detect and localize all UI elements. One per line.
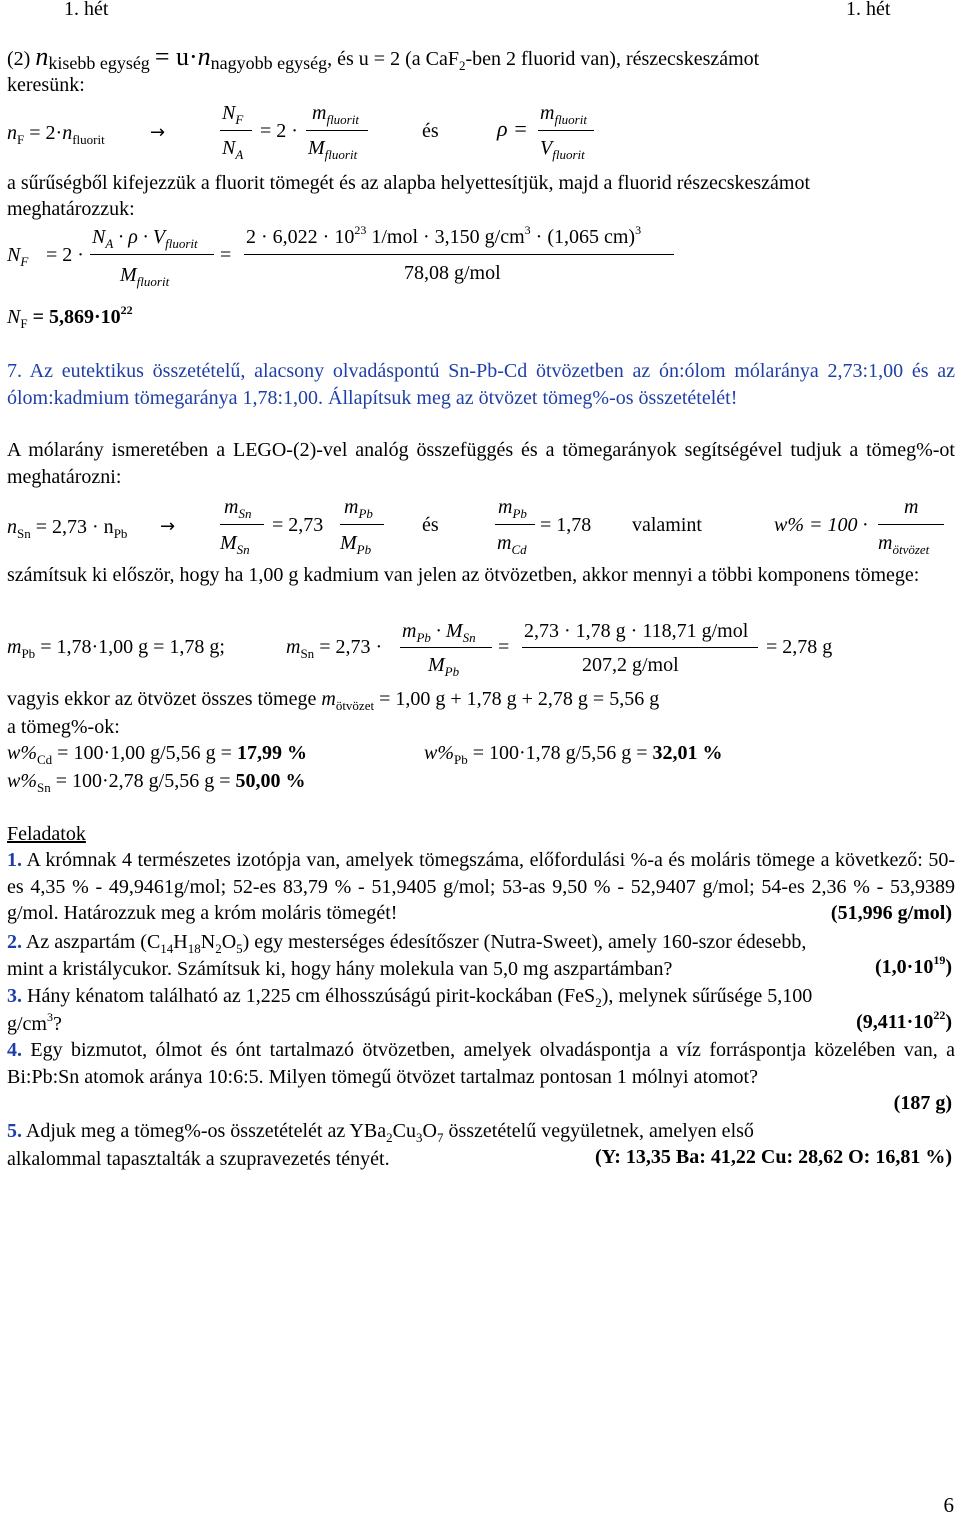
subscript: Sn — [300, 646, 315, 661]
var-N: N — [222, 137, 236, 159]
task-text: g/cm — [7, 1013, 47, 1035]
equals-178: = 1,78 — [540, 514, 592, 536]
frac-den — [220, 532, 250, 556]
var-m: m — [344, 496, 359, 518]
subscript: fluorit — [552, 147, 585, 162]
equals: = — [220, 244, 232, 266]
var-sub: kisebb egység — [48, 53, 150, 73]
task-number: 1. — [7, 849, 22, 871]
num-text: 2 · 6,022 · 10 — [246, 226, 355, 248]
text-line: meghatározzuk: — [7, 198, 135, 220]
subscript: 2 — [595, 995, 602, 1010]
header-left: 1. hét — [64, 0, 109, 20]
question-7: 7. Az eutektikus összetételű, alacsony olvadáspontú Sn-Pb-Cd ötvözetben az ón:ólom mólaránya 2,73:1,00 és az ólom:kadmium tömegaránya 1,78:1,00. Állapítsuk meg az ötvözet tömeg%-os összetételét! — [7, 360, 955, 409]
text: = 100·1,00 g/5,56 g = — [52, 742, 237, 764]
header-right: 1. hét — [846, 0, 891, 20]
w-cd-line — [7, 740, 307, 768]
frac-num — [402, 620, 476, 644]
task-text: Az aszpartám (C — [22, 931, 161, 953]
equals-u: = u· — [154, 42, 198, 71]
task-text: O — [221, 931, 237, 953]
es-word: és — [422, 514, 439, 536]
answer-text-1: A mólarány ismeretében a LEGO-(2)-vel analóg összefüggés és a tömegarányok segítségével tudjuk a tömeg%-ot meghatározni: — [7, 439, 955, 488]
frac-num — [92, 226, 198, 250]
task-text: A krómnak 4 természetes izotópja van, amelyek tömegszáma, előfordulási %-a és moláris tömege a következő: 50-es 4,35 % - 49,9461g/mol; 52-es 83,79 % - 51,9405 g/mol; 53-as 9,50 % - 52,9407 g/mol; 54-es 2,36 % - 53,9389 g/mol. Határozzuk meg a króm moláris tömegét! — [7, 849, 955, 924]
eq-text: = 1,78·1,00 g = 1,78 g; — [35, 636, 225, 658]
subscript: 2 — [215, 941, 222, 956]
intro-line-2: keresünk: — [7, 74, 85, 96]
subscript: F — [17, 132, 25, 147]
var-m: m — [7, 636, 22, 658]
var-m: m — [312, 102, 327, 124]
fraction-bar — [90, 254, 214, 255]
eq-text: = 2,73 · n — [30, 516, 114, 538]
task-number: 4. — [7, 1039, 22, 1061]
var-m: m — [498, 496, 513, 518]
fraction-bar — [522, 647, 758, 648]
task-3-answer: $(9,411\cdot 10^{22})$ — [856, 1008, 952, 1033]
frac-den-value: 207,2 g/mol — [582, 654, 679, 676]
var-n: n — [35, 42, 49, 71]
subscript: fluorit — [72, 132, 105, 147]
var-n: n — [7, 122, 17, 144]
subscript: Cd — [37, 752, 53, 767]
var-m: m — [224, 496, 239, 518]
subscript: fluorit — [136, 274, 170, 289]
task-number: 2. — [7, 931, 22, 953]
m-pb-line — [7, 636, 225, 660]
subscript: Pb — [21, 646, 36, 661]
task-2-line-2: mint a kristálycukor. Számítsuk ki, hogy hány molekula van 5,0 mg aszpartámban? — [7, 958, 673, 980]
var-n: n — [7, 516, 17, 538]
superscript: 19 — [933, 953, 946, 967]
frac-den — [340, 532, 371, 556]
eq-text: = 2,73 · — [319, 636, 383, 658]
text: = 100·1,78 g/5,56 g = — [467, 742, 653, 764]
subscript: 7 — [436, 1130, 444, 1145]
var-N: N — [92, 226, 106, 248]
subscript: 2 — [386, 1130, 393, 1145]
fraction-bar — [495, 524, 535, 525]
text: = 100·2,78 g/5,56 g = — [50, 770, 236, 792]
fraction-bar — [878, 524, 944, 525]
answer-value: 1,0·10 — [881, 956, 934, 978]
answer-value: 9,411·10 — [862, 1011, 934, 1033]
task-text: H — [173, 931, 188, 953]
var-M: M — [308, 137, 325, 159]
task-text: ) egy mesterséges édesítőszer (Nutra-Sweet), amely 160-szor édesebb, — [242, 931, 807, 953]
fraction-bar — [340, 524, 384, 525]
var-w: w% — [7, 770, 37, 792]
subscript: Pb — [454, 752, 468, 767]
fraction-bar — [306, 130, 368, 131]
tasks-title: Feladatok — [7, 823, 86, 845]
superscript: 22 — [933, 1008, 946, 1022]
task-text: O — [422, 1120, 437, 1142]
formula-nf — [7, 122, 105, 146]
frac-den — [540, 137, 585, 161]
task-5-answer: (Y: 13,35 Ba: 41,22 Cu: 28,62 O: 16,81 %) — [594, 1146, 952, 1168]
es-word: és — [422, 120, 439, 142]
result-value: 17,99 % — [236, 742, 307, 764]
var-w: w% — [424, 742, 454, 764]
var-m: m — [402, 620, 417, 642]
subscript: F — [20, 254, 29, 269]
page-number: 6 — [943, 1493, 954, 1517]
task-5-line-2: alkalommal tapasztalták a szupravezetés tényét. — [7, 1148, 390, 1170]
frac-num — [312, 102, 359, 126]
var-V: V — [540, 137, 553, 159]
fraction-bar — [220, 130, 252, 131]
num-text: · (1,065 cm) — [535, 226, 636, 248]
result-msn: = 2,78 g — [766, 636, 833, 658]
subscript: 3 — [416, 1130, 423, 1145]
m-sn-lhs — [286, 636, 382, 660]
text: vagyis ekkor az ötvözet összes tömege — [7, 688, 322, 710]
var-n: n — [197, 42, 211, 71]
intro-line — [7, 44, 759, 74]
task-text: ), melynek sűrűsége 5,100 — [601, 985, 813, 1007]
result-value: = 5,869·10 — [27, 306, 121, 328]
fraction-bar — [538, 130, 594, 131]
arrow-icon: → — [160, 516, 176, 537]
subscript: Pb — [356, 542, 372, 557]
equals-2: = 2 · — [46, 244, 84, 266]
var-n: n — [62, 122, 73, 144]
subscript: F — [235, 112, 244, 127]
subscript: Cd — [511, 542, 527, 557]
intro-text: , és u = 2 (a CaF — [327, 48, 459, 70]
var-m: m — [540, 102, 555, 124]
var-M: M — [120, 264, 137, 286]
subscript: 14 — [160, 941, 174, 956]
task-number: 5. — [7, 1120, 22, 1142]
subscript: Pb — [113, 526, 128, 541]
var-M: M — [340, 532, 357, 554]
text: = 1,00 g + 1,78 g + 2,78 g = 5,56 g — [374, 688, 660, 710]
frac-num-values: 2,73 · 1,78 g · 118,71 g/mol — [524, 620, 749, 642]
rho-equals: ρ = — [497, 116, 528, 141]
subscript: Sn — [462, 630, 476, 645]
frac-num-values — [246, 223, 642, 250]
frac-num — [498, 496, 527, 520]
valamint-word: valamint — [632, 514, 702, 536]
var-w: w% — [7, 742, 37, 764]
task-text: Egy bizmutot, ólmot és ónt tartalmazó ötvözetben, amelyek olvadáspontja a víz forráspontja közelében van, a Bi:Pb:Sn atomok aránya 10:6:5. Milyen tömegű ötvözet tartalmaz pontosan 1 mólnyi atomot? — [7, 1039, 955, 1088]
task-number: 3. — [7, 985, 22, 1007]
superscript: 3 — [635, 223, 642, 237]
w-sn-line — [7, 768, 306, 796]
w-pb-line — [424, 742, 723, 766]
answer-text-4: a tömeg%-ok: — [7, 716, 120, 738]
task-3-line-2 — [7, 1011, 62, 1039]
equals-2: = 2 · — [260, 120, 298, 142]
var-M: M — [220, 532, 237, 554]
equals: = — [498, 636, 510, 658]
task-3 — [7, 983, 812, 1011]
frac-num — [344, 496, 373, 520]
text-line: a sűrűségből kifejezzük a fluorit tömegét és az alapba helyettesítjük, majd a fluorid részecskeszámot — [7, 172, 811, 194]
frac-den-value: 78,08 g/mol — [404, 262, 501, 284]
frac-den — [878, 532, 929, 556]
frac-num: m — [904, 496, 919, 518]
superscript: 3 — [47, 1010, 53, 1024]
var-m: m — [321, 688, 336, 710]
task-text: ? — [53, 1013, 62, 1035]
intro-label: (2) — [7, 48, 31, 70]
task-2-answer: $(1,0\cdot 10^{19})$ — [874, 953, 952, 978]
var-N: N — [7, 244, 21, 266]
subscript: F — [20, 316, 28, 331]
rho-V: · ρ · V — [118, 226, 166, 248]
var-N: N — [222, 102, 236, 124]
frac-den — [222, 137, 243, 161]
answer-text-3 — [7, 686, 659, 714]
subscript: 2 — [458, 58, 466, 73]
equals: = 2· — [24, 122, 63, 144]
subscript: ötvözet — [335, 698, 375, 713]
frac-den — [497, 532, 527, 556]
subscript: fluorit — [324, 147, 358, 162]
task-4-answer: (187 g) — [893, 1092, 952, 1114]
var-N: N — [7, 306, 21, 328]
subscript: Sn — [17, 526, 31, 541]
task-text: Hány kénatom található az 1,225 cm élhosszúságú pirit-kockában (FeS — [22, 985, 596, 1007]
result-nf — [7, 303, 133, 331]
frac-den — [308, 137, 357, 161]
frac-num — [224, 496, 251, 520]
num-text: 1/mol · 3,150 g/cm — [371, 226, 525, 248]
equals-273: = 2,73 — [272, 514, 324, 536]
task-text: összetételű vegyületnek, amelyen első — [443, 1120, 754, 1142]
subscript: Pb — [512, 506, 527, 521]
subscript: fluorit — [326, 112, 359, 127]
result-value: 32,01 % — [652, 742, 723, 764]
var-sub: nagyobb egység — [210, 53, 328, 73]
fraction-bar — [400, 647, 492, 648]
subscript: A — [105, 236, 114, 251]
task-text: Cu — [392, 1120, 416, 1142]
frac-den — [428, 654, 459, 678]
subscript: ötvözet — [892, 542, 930, 557]
subscript: Pb — [358, 506, 373, 521]
var-m: m — [878, 532, 893, 554]
formula-nf2 — [7, 244, 28, 268]
task-text: N — [200, 931, 216, 953]
subscript: Sn — [37, 780, 51, 795]
subscript: Pb — [416, 630, 431, 645]
subscript: Pb — [444, 664, 460, 679]
arrow-icon: → — [150, 122, 166, 143]
subscript: 5 — [236, 941, 243, 956]
superscript: 23 — [354, 223, 367, 237]
var-m: m — [286, 636, 301, 658]
frac-num — [540, 102, 587, 126]
var-m: m — [497, 532, 512, 554]
intro-text: -ben 2 fluorid van), részecskeszámot — [465, 48, 760, 70]
subscript: A — [235, 147, 244, 162]
var-M: M — [428, 654, 445, 676]
task-1 — [7, 847, 955, 927]
superscript: 3 — [524, 223, 531, 237]
task-4 — [7, 1037, 955, 1090]
task-text: Adjuk meg a tömeg%-os összetételét az YBa — [22, 1120, 387, 1142]
w-percent: w% = 100 · — [774, 514, 868, 536]
task-2 — [7, 929, 806, 957]
task-5 — [7, 1118, 754, 1146]
frac-den — [120, 264, 169, 288]
subscript: Sn — [238, 506, 252, 521]
subscript: fluorit — [554, 112, 587, 127]
result-value: 50,00 % — [235, 770, 306, 792]
subscript: fluorit — [165, 236, 198, 251]
task-1-answer: (51,996 g/mol) — [830, 902, 952, 924]
frac-num — [222, 102, 243, 126]
answer-text-2: számítsuk ki először, hogy ha 1,00 g kadmium van jelen az ötvözetben, akkor mennyi a többi komponens tömege: — [7, 564, 920, 586]
fraction-bar — [220, 524, 264, 525]
subscript: 18 — [187, 941, 201, 956]
subscript: Sn — [236, 542, 250, 557]
var-M: · M — [435, 620, 463, 642]
fraction-bar — [244, 254, 674, 255]
eq-nsn — [7, 516, 127, 540]
superscript: 22 — [120, 303, 133, 317]
